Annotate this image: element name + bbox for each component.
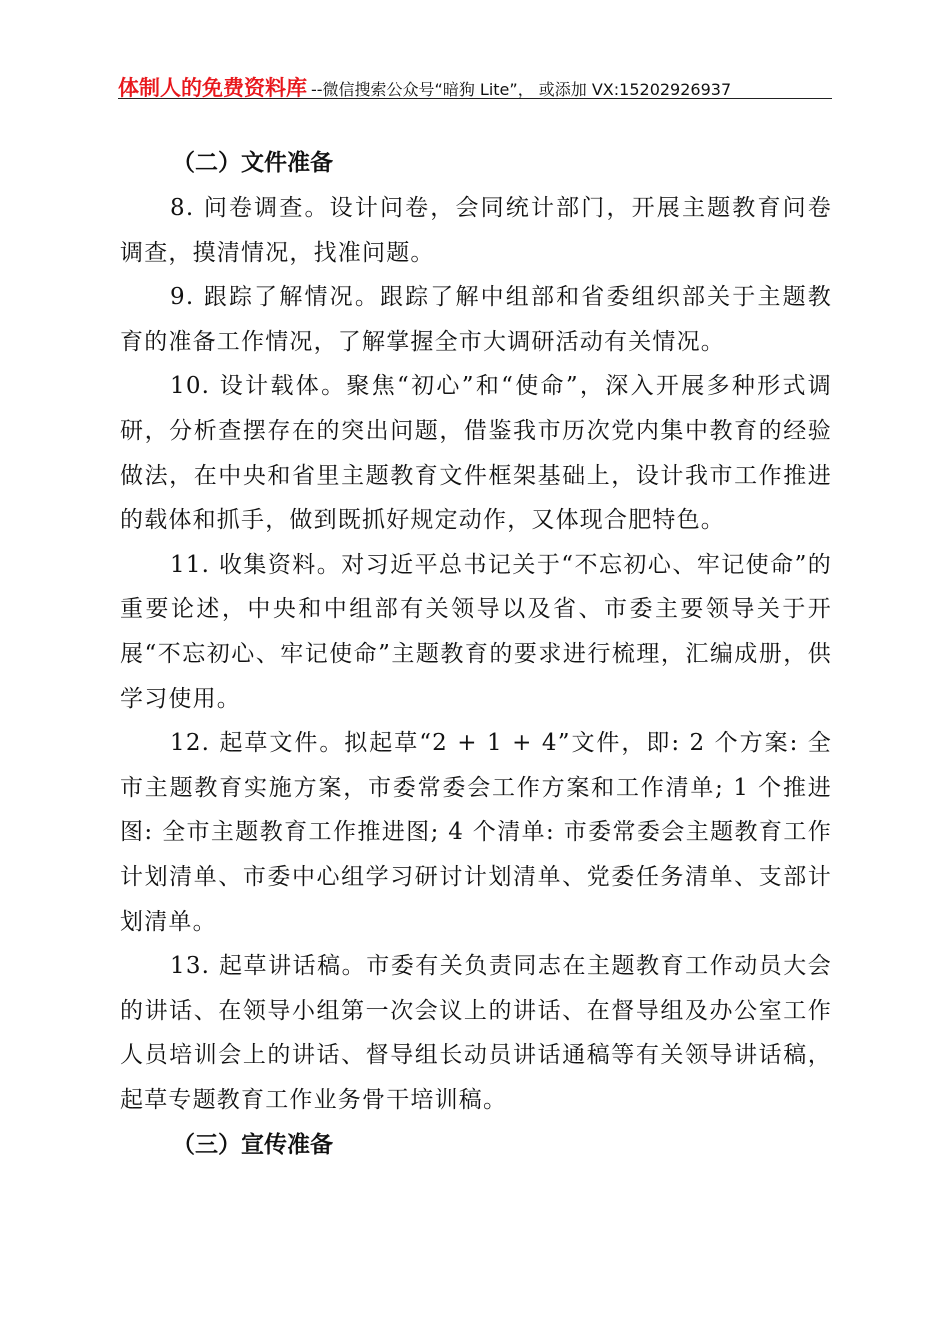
watermark-tagline: --微信搜索公众号“暗狗 Lite”， 或添加 VX:15202926937 xyxy=(311,80,732,99)
watermark-brand: 体制人的免费资料库 xyxy=(118,76,307,100)
paragraph-item-12: 12. 起草文件。拟起草“2 + 1 + 4”文件，即: 2 个方案: 全市主题教育实施方案，市委常委会工作方案和工作清单; 1 个推进图: 全市主题教育工作推进图; 4 个清单: 市委常委会主题教育工作计划清单、市委中心组学习研讨计划清单、党委任务清单、支部计划清单。 xyxy=(120,730,832,935)
section-heading-publicity: （三）宣传准备 xyxy=(172,1132,333,1159)
watermark-header xyxy=(118,72,832,100)
paragraph-item-8: 8. 问卷调查。设计问卷，会同统计部门，开展主题教育问卷调查，摸清情况，找准问题。 xyxy=(120,195,832,266)
paragraph-item-10: 10. 设计载体。聚焦“初心”和“使命”，深入开展多种形式调研，分析查摆存在的突出问题，借鉴我市历次党内集中教育的经验做法，在中央和省里主题教育文件框架基础上，设计我市工作推进的载体和抓手，做到既抓好规定动作，又体现合肥特色。 xyxy=(120,373,832,534)
section-heading-documents: （二）文件准备 xyxy=(172,150,333,176)
paragraph-item-11: 11. 收集资料。对习近平总书记关于“不忘初心、牢记使命”的重要论述，中央和中组部有关领导以及省、市委主要领导关于开展“不忘初心、牢记使命”主题教育的要求进行梳理，汇编成册，供学习使用。 xyxy=(120,551,832,712)
document-body xyxy=(120,140,832,1168)
header-divider xyxy=(118,98,832,99)
paragraph-item-9: 9. 跟踪了解情况。跟踪了解中组部和省委组织部关于主题教育的准备工作情况，了解掌握全市大调研活动有关情况。 xyxy=(120,284,832,355)
paragraph-item-13: 13. 起草讲话稿。市委有关负责同志在主题教育工作动员大会的讲话、在领导小组第一次会议上的讲话、在督导组及办公室工作人员培训会上的讲话、督导组长动员讲话通稿等有关领导讲话稿，起草专题教育工作业务骨干培训稿。 xyxy=(120,953,832,1113)
